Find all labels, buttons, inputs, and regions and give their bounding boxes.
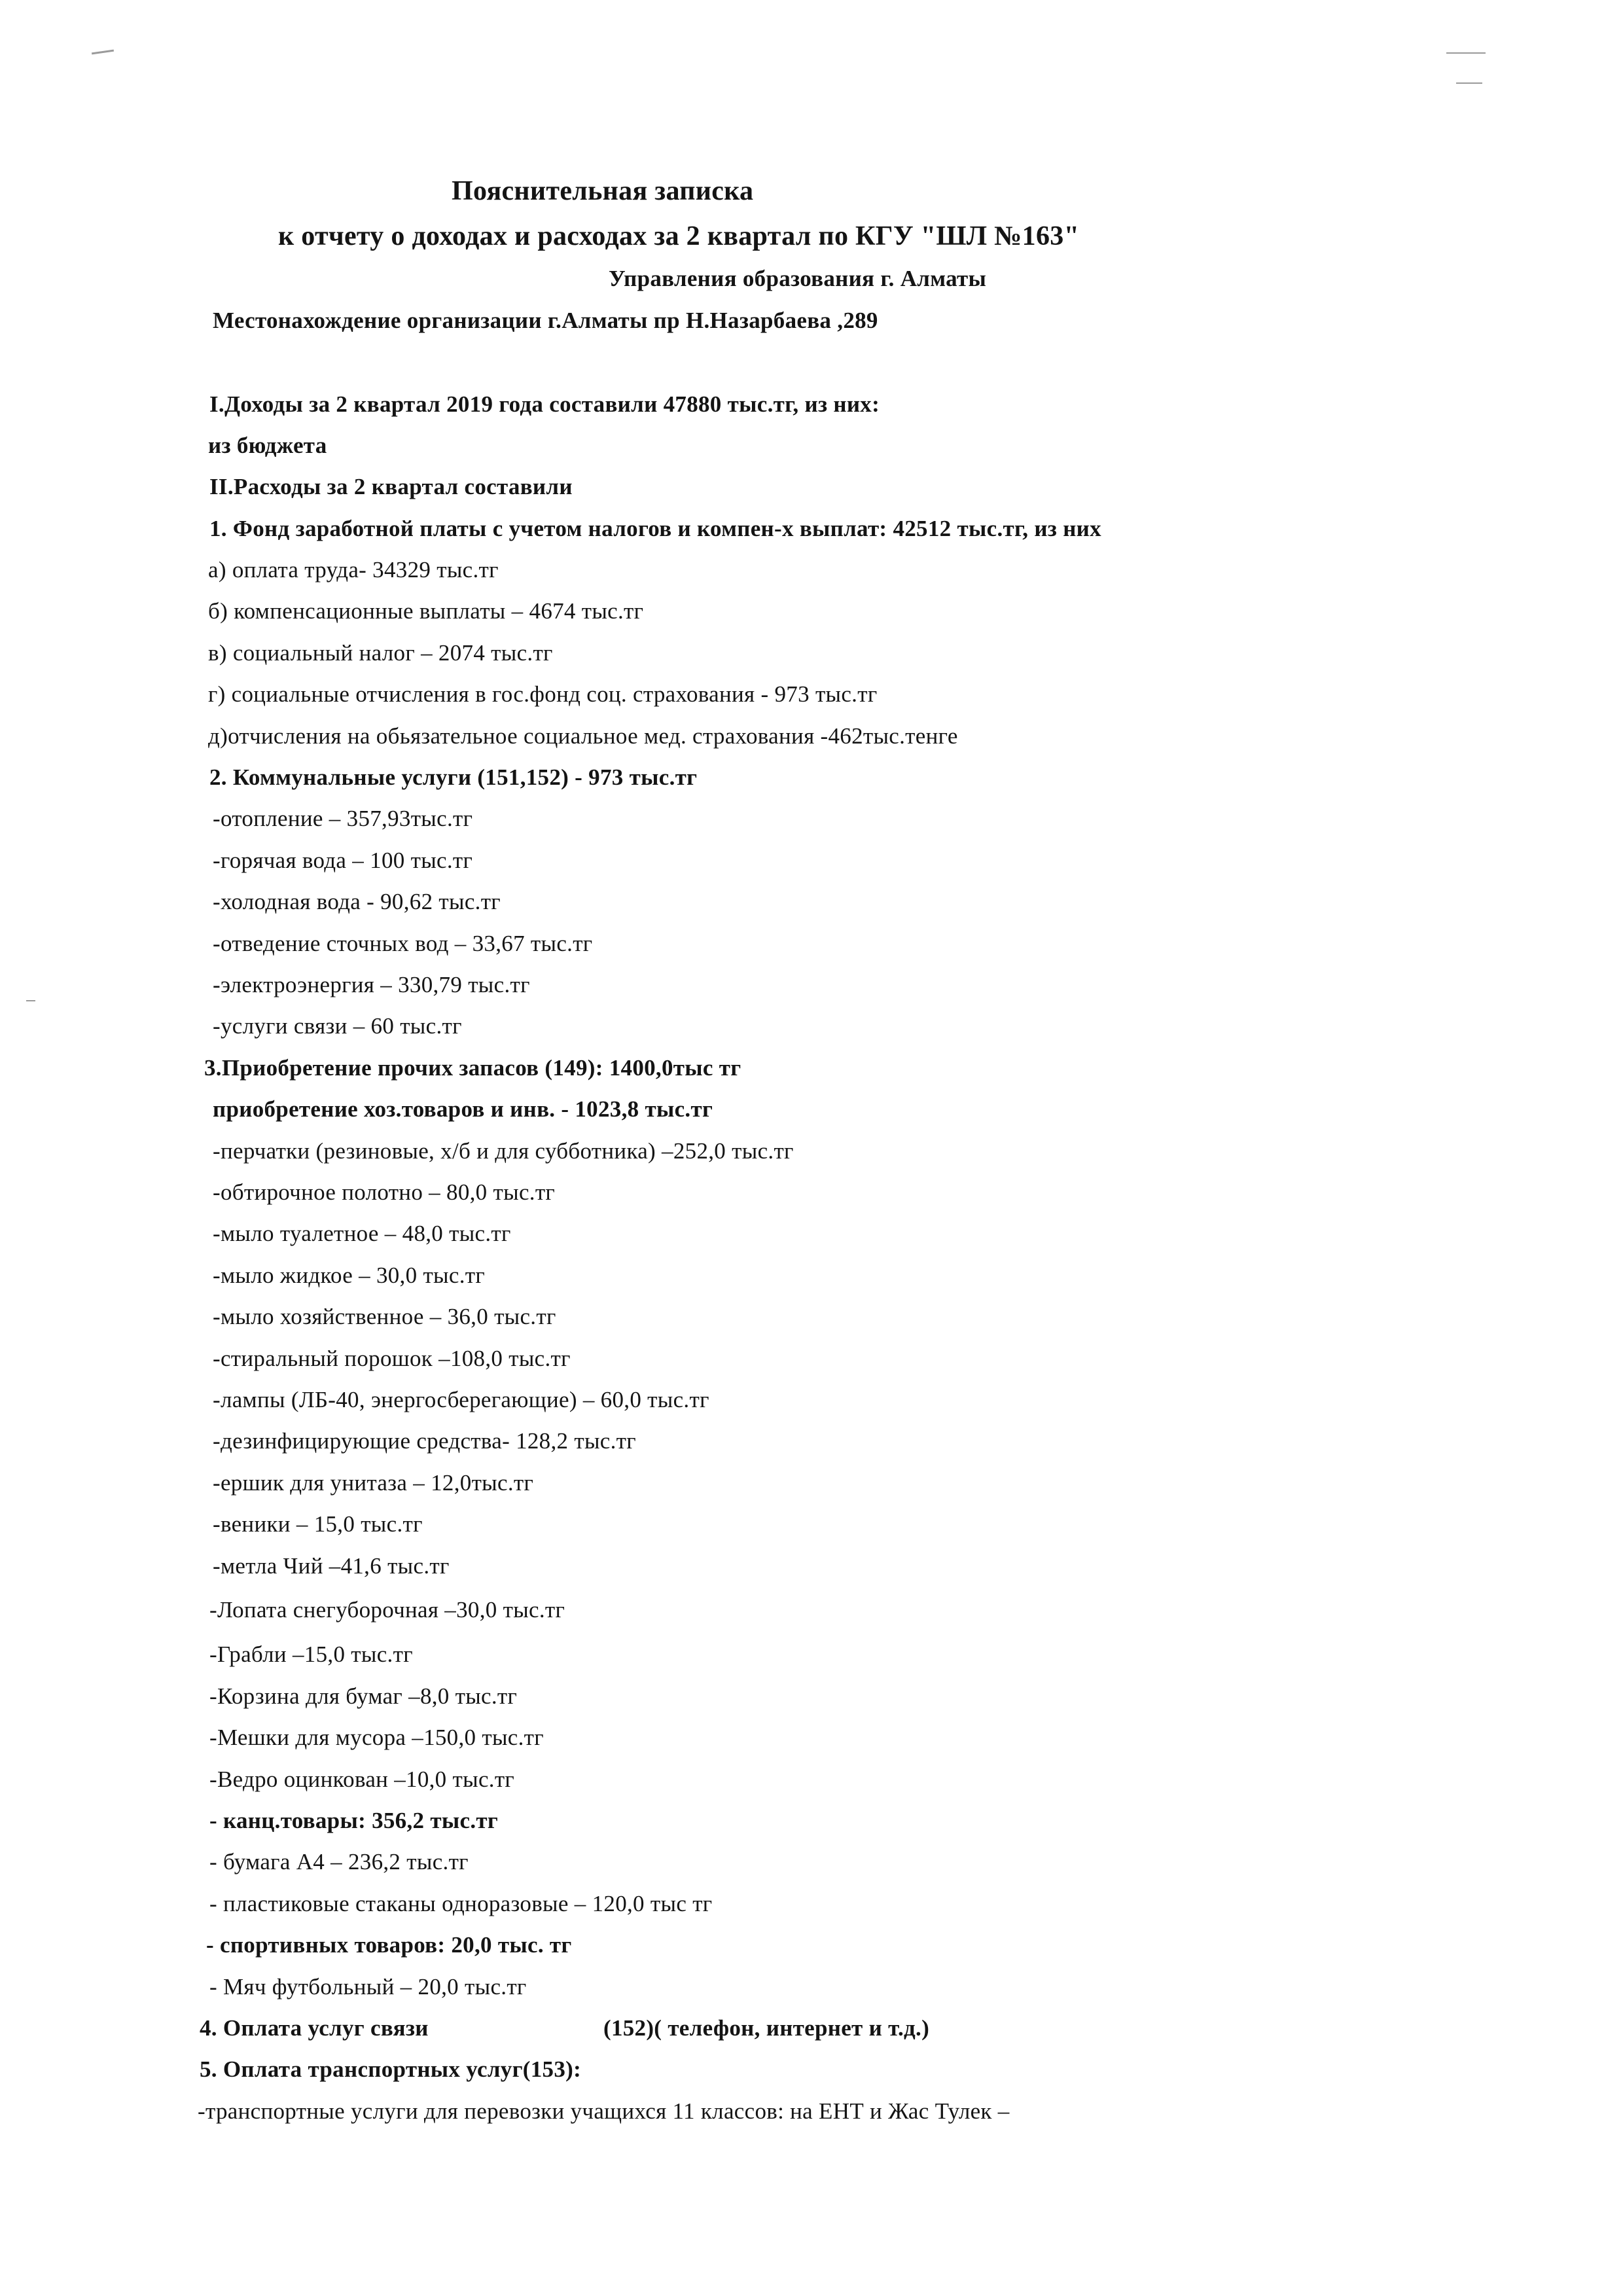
- document-subtitle: к отчету о доходах и расходах за 2 квартал по КГУ "ШЛ №163": [278, 221, 1080, 251]
- supplies-item: -веники – 15,0 тыс.тг: [213, 1511, 423, 1537]
- scan-mark: [1456, 82, 1482, 84]
- supplies-item: -метла Чий –41,6 тыс.тг: [213, 1553, 450, 1579]
- supplies-item: -Ведро оцинкован –10,0 тыс.тг: [209, 1767, 515, 1792]
- supplies-item: -обтирочное полотно – 80,0 тыс.тг: [213, 1179, 556, 1205]
- supplies-item: -Грабли –15,0 тыс.тг: [209, 1641, 413, 1667]
- payroll-item: г) социальные отчисления в гос.фонд соц. страхования - 973 тыс.тг: [208, 681, 878, 707]
- supplies-item: -дезинфицирующие средства- 128,2 тыс.тг: [213, 1428, 636, 1454]
- supplies-item: -Мешки для мусора –150,0 тыс.тг: [209, 1725, 544, 1750]
- stationery-item: - бумага А4 – 236,2 тыс.тг: [209, 1849, 469, 1874]
- payroll-item: в) социальный налог – 2074 тыс.тг: [208, 640, 553, 666]
- supplies-item: -ершик для унитаза – 12,0тыс.тг: [213, 1470, 534, 1496]
- supplies-item: -стиральный порошок –108,0 тыс.тг: [213, 1346, 571, 1371]
- section-communication: 4. Оплата услуг связи: [200, 2015, 429, 2041]
- supplies-item: -мыло хозяйственное – 36,0 тыс.тг: [213, 1304, 556, 1329]
- communication-detail: (152)( телефон, интернет и т.д.): [603, 2015, 930, 2041]
- scan-mark: [1446, 52, 1486, 54]
- utilities-item: -услуги связи – 60 тыс.тг: [213, 1013, 462, 1039]
- document-title: Пояснительная записка: [452, 176, 754, 206]
- supplies-item: -Корзина для бумаг –8,0 тыс.тг: [209, 1683, 518, 1709]
- utilities-item: -холодная вода - 90,62 тыс.тг: [213, 889, 501, 914]
- section-utilities: 2. Коммунальные услуги (151,152) - 973 тыс.тг: [209, 764, 698, 790]
- payroll-item: б) компенсационные выплаты – 4674 тыс.тг: [208, 598, 644, 624]
- sports-item: - Мяч футбольный – 20,0 тыс.тг: [209, 1974, 527, 2000]
- sports-subheading: - спортивных товаров: 20,0 тыс. тг: [206, 1932, 572, 1958]
- supplies-item: -мыло туалетное – 48,0 тыс.тг: [213, 1221, 511, 1246]
- section-supplies: 3.Приобретение прочих запасов (149): 1400,0тыс тг: [204, 1055, 741, 1081]
- stationery-subheading: - канц.товары: 356,2 тыс.тг: [209, 1808, 499, 1833]
- section-payroll: 1. Фонд заработной платы с учетом налогов и компен-х выплат: 42512 тыс.тг, из них: [209, 516, 1101, 541]
- expenses-heading: II.Расходы за 2 квартал составили: [209, 474, 573, 499]
- section-transport: 5. Оплата транспортных услуг(153):: [200, 2056, 582, 2082]
- supplies-item: -Лопата снегуборочная –30,0 тыс.тг: [209, 1597, 565, 1623]
- transport-item: -транспортные услуги для перевозки учащихся 11 классов: на ЕНТ и Жас Тулек –: [198, 2098, 1010, 2124]
- supplies-subheading: приобретение хоз.товаров и инв. - 1023,8 тыс.тг: [213, 1096, 713, 1122]
- location-line: Местонахождение организации г.Алматы пр Н.Назарбаева ,289: [213, 308, 878, 333]
- supplies-item: -мыло жидкое – 30,0 тыс.тг: [213, 1263, 485, 1288]
- stationery-item: - пластиковые стаканы одноразовые – 120,0 тыс тг: [209, 1891, 713, 1916]
- department-line: Управления образования г. Алматы: [609, 266, 987, 291]
- supplies-item: -перчатки (резиновые, х/б и для субботника) –252,0 тыс.тг: [213, 1138, 794, 1164]
- scan-mark: [92, 50, 114, 55]
- utilities-item: -горячая вода – 100 тыс.тг: [213, 848, 473, 873]
- utilities-item: -электроэнергия – 330,79 тыс.тг: [213, 972, 530, 997]
- utilities-item: -отопление – 357,93тыс.тг: [213, 806, 473, 831]
- income-heading: I.Доходы за 2 квартал 2019 года составили 47880 тыс.тг, из них:: [209, 391, 880, 417]
- scan-mark: [26, 1000, 35, 1001]
- payroll-item: а) оплата труда- 34329 тыс.тг: [208, 557, 499, 583]
- income-source: из бюджета: [208, 433, 327, 458]
- supplies-item: -лампы (ЛБ-40, энергосберегающие) – 60,0 тыс.тг: [213, 1387, 709, 1412]
- utilities-item: -отведение сточных вод – 33,67 тыс.тг: [213, 931, 593, 956]
- payroll-item: д)отчисления на обьязательное социальное мед. страхования -462тыс.тенге: [208, 723, 958, 749]
